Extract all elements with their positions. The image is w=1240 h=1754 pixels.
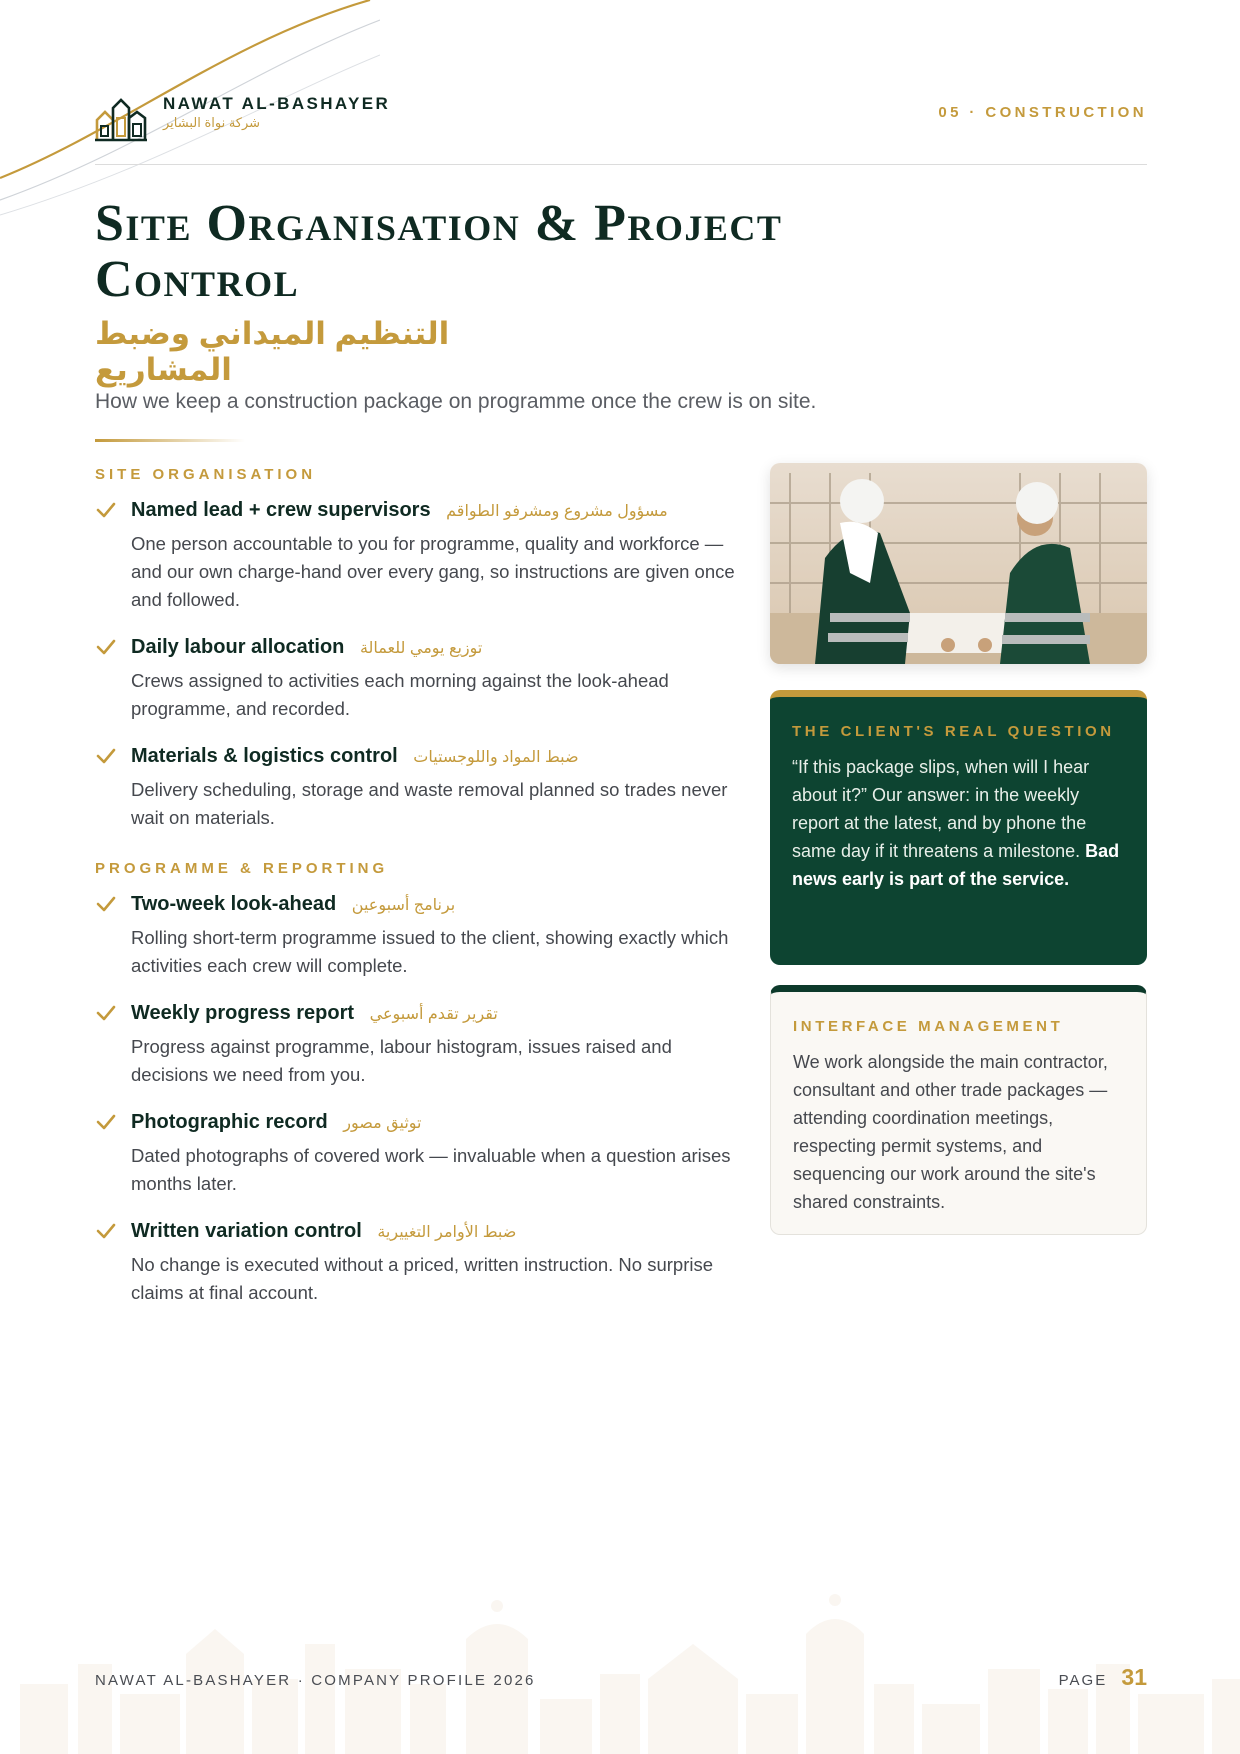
section-kicker-programme-reporting: PROGRAMME & REPORTING: [95, 860, 389, 877]
item-title-arabic: ضبط المواد واللوجستيات: [413, 749, 579, 766]
check-icon: [95, 500, 117, 520]
check-icon: [95, 894, 117, 914]
page-label: PAGE: [1058, 1672, 1108, 1689]
section-kicker-site-organisation: SITE ORGANISATION: [95, 466, 317, 483]
check-icon: [95, 637, 117, 657]
check-icon: [95, 746, 117, 766]
card-kicker: THE CLIENT'S REAL QUESTION: [792, 723, 1115, 740]
page-title: Site Organisation & Project Control: [95, 195, 783, 308]
section-tag: 05 · CONSTRUCTION: [938, 104, 1147, 121]
check-icon: [95, 1112, 117, 1132]
page-number: 31: [1121, 1664, 1147, 1690]
item-description: Progress against programme, labour histogram, issues raised and decisions we need from you.: [131, 1036, 672, 1085]
check-icon: [95, 1221, 117, 1241]
item-heading: [131, 1000, 735, 1028]
client-question-card: [770, 690, 1147, 965]
gold-divider: [95, 439, 245, 442]
list-item: [95, 1109, 735, 1198]
item-heading: [131, 497, 735, 525]
item-title: Weekly progress report: [131, 1002, 355, 1024]
item-title: Materials & logistics control: [131, 745, 398, 767]
item-title-arabic: تقرير تقدم أسبوعي: [369, 1006, 498, 1023]
left-column: [95, 466, 735, 1327]
item-description: Dated photographs of covered work — invaluable when a question arises months later.: [131, 1145, 731, 1194]
list-item: [95, 743, 735, 832]
page-header: [95, 90, 1147, 165]
card-body: We work alongside the main contractor, consultant and other trade packages — attending coordination meetings, respecting permit systems, and sequencing our work around the site's shared constraints.: [793, 1052, 1108, 1212]
page-lead: How we keep a construction package on programme once the crew is on site.: [95, 390, 817, 413]
item-title: Photographic record: [131, 1111, 328, 1133]
item-title-arabic: برنامج أسبوعين: [351, 897, 456, 914]
brand-name: NAWAT AL-BASHAYER: [163, 94, 391, 113]
footer-company: NAWAT AL-BASHAYER · COMPANY PROFILE 2026: [95, 1672, 536, 1689]
brand-name-arabic: شركة نواة البشاير: [163, 115, 261, 130]
list-item: [95, 1218, 735, 1307]
item-description: One person accountable to you for programme, quality and workforce — and our own charge-hand over every gang, so instructions are given once and followed.: [131, 533, 735, 610]
item-title: Daily labour allocation: [131, 636, 345, 658]
check-icon: [95, 1003, 117, 1023]
item-heading: [131, 743, 735, 771]
item-title-arabic: توثيق مصور: [343, 1115, 422, 1132]
card-body: [792, 753, 1125, 893]
item-title: Written variation control: [131, 1220, 362, 1242]
list-item: [95, 891, 735, 980]
card-kicker: INTERFACE MANAGEMENT: [793, 1018, 1064, 1035]
item-heading: [131, 1109, 735, 1137]
item-title: Two-week look-ahead: [131, 893, 337, 915]
list-item: [95, 634, 735, 723]
site-engineers-photo: [770, 463, 1147, 664]
item-description: Delivery scheduling, storage and waste removal planned so trades never wait on materials.: [131, 779, 728, 828]
item-title-arabic: مسؤول مشروع ومشرفو الطواقم: [446, 503, 668, 520]
company-logo: [95, 96, 147, 142]
card-emphasis: Bad news early is part of the service.: [792, 841, 1120, 889]
item-heading: [131, 1218, 735, 1246]
page-title-arabic: التنظيم الميداني وضبط المشاريع: [95, 316, 450, 387]
list-item: [95, 497, 735, 614]
item-description: No change is executed without a priced, written instruction. No surprise claims at final account.: [131, 1254, 714, 1303]
decorative-skyline: [0, 1584, 1240, 1754]
interface-management-card: [770, 985, 1147, 1235]
item-description: Rolling short-term programme issued to the client, showing exactly which activities each crew will complete.: [131, 927, 729, 976]
card-body-text: “If this package slips, when will I hear about it?” Our answer: in the weekly report at the latest, and by phone the same day if it threatens a milestone.: [792, 757, 1090, 861]
item-description: Crews assigned to activities each morning against the look-ahead programme, and recorded.: [131, 670, 669, 719]
item-title-arabic: توزيع يومي للعمالة: [359, 640, 483, 657]
item-heading: [131, 891, 735, 919]
right-column: [770, 463, 1147, 1235]
footer-page: [1059, 1664, 1147, 1691]
item-title-arabic: ضبط الأوامر التغييرية: [377, 1224, 517, 1241]
list-item: [95, 1000, 735, 1089]
item-title: Named lead + crew supervisors: [131, 499, 431, 521]
item-heading: [131, 634, 735, 662]
